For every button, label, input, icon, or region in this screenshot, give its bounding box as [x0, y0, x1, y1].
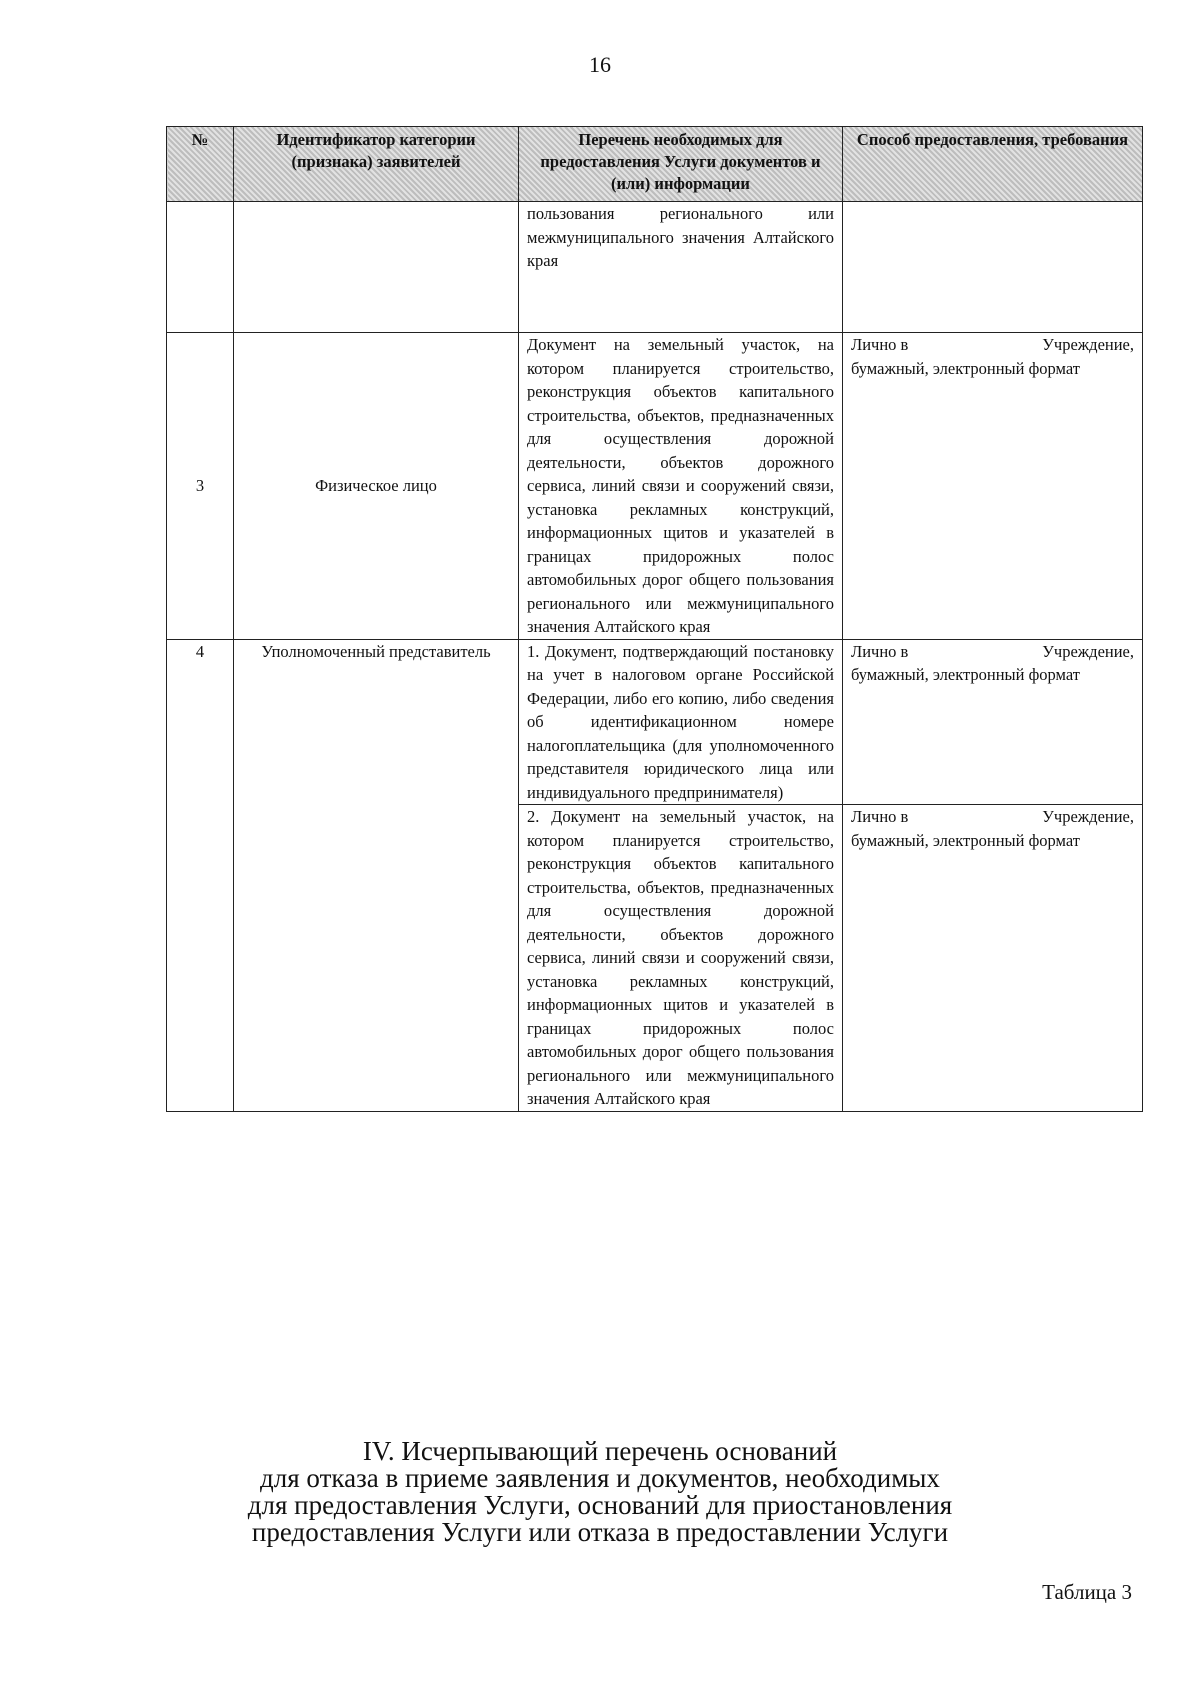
row-method [843, 639, 1143, 805]
method-text: Учреждение, [1042, 335, 1134, 354]
method-text: Учреждение, [1042, 641, 1134, 661]
row-num: 4 [167, 639, 234, 1111]
section-title [0, 1438, 1200, 1546]
header-documents: Перечень необходимых для предоставления Услуги документов и (или) информации [519, 127, 843, 202]
method-text: Лично в [851, 807, 909, 826]
section-title-line: для предоставления Услуги, оснований для приостановления [247, 1490, 953, 1520]
row-document: Документ на земельный участок, на котором планируется строительство, реконструкция объектов капитального строительства, объектов, предназначенных для осуществления дорожной деятельности, объектов дорожного сервиса, линий связи и сооружений связи, установка рекламных конструкций, информационных щитов и указателей в границах придорожных полос автомобильных дорог общего пользования регионального или межмуниципального значения Алтайского края [519, 333, 843, 640]
method-text: Лично в [851, 641, 909, 661]
header-category: Идентификатор категории (признака) заявителей [234, 127, 519, 202]
method-text: бумажный, электронный формат [851, 358, 1080, 378]
page-number: 16 [589, 52, 611, 77]
row-category: Уполномоченный представитель [234, 639, 519, 1111]
section-title-line: IV. Исчерпывающий перечень оснований [362, 1436, 838, 1466]
table-header-row [167, 127, 1143, 202]
table-row [167, 333, 1143, 640]
row-method [843, 202, 1143, 333]
table-label: Таблица 3 [1042, 1580, 1132, 1604]
table-row [167, 202, 1143, 333]
row-num: 3 [167, 333, 234, 640]
header-method: Способ предоставления, требования [843, 127, 1143, 202]
row-num [167, 202, 234, 333]
method-text: Лично в [851, 335, 909, 354]
row-method [843, 805, 1143, 1112]
requirements-table [166, 126, 1143, 1112]
section-title-line: для отказа в приеме заявления и документов, необходимых [260, 1463, 940, 1493]
row-method [843, 333, 1143, 640]
row-category: Физическое лицо [234, 333, 519, 640]
table-row [167, 639, 1143, 805]
method-text: бумажный, электронный формат [851, 830, 1080, 850]
row-document: пользования регионального или межмуниципального значения Алтайского края [519, 202, 843, 333]
section-title-line: предоставления Услуги или отказа в предоставлении Услуги [251, 1517, 949, 1547]
method-text: бумажный, электронный формат [851, 665, 1080, 684]
method-text: Учреждение, [1042, 807, 1134, 826]
row-category [234, 202, 519, 333]
row-document: 2. Документ на земельный участок, на котором планируется строительство, реконструкция объектов капитального строительства, объектов, предназначенных для осуществления дорожной деятельности, объектов дорожного сервиса, линий связи и сооружений связи, установка рекламных конструкций, информационных щитов и указателей в границах придорожных полос автомобильных дорог общего пользования регионального или межмуниципального значения Алтайского края [519, 805, 843, 1112]
row-document: 1. Документ, подтверждающий постановку на учет в налоговом органе Российской Федерации, либо его копию, либо сведения об идентификационном номере налогоплательщика (для уполномоченного представителя юридического лица или индивидуального предпринимателя) [519, 639, 843, 805]
header-num: № [167, 127, 234, 202]
